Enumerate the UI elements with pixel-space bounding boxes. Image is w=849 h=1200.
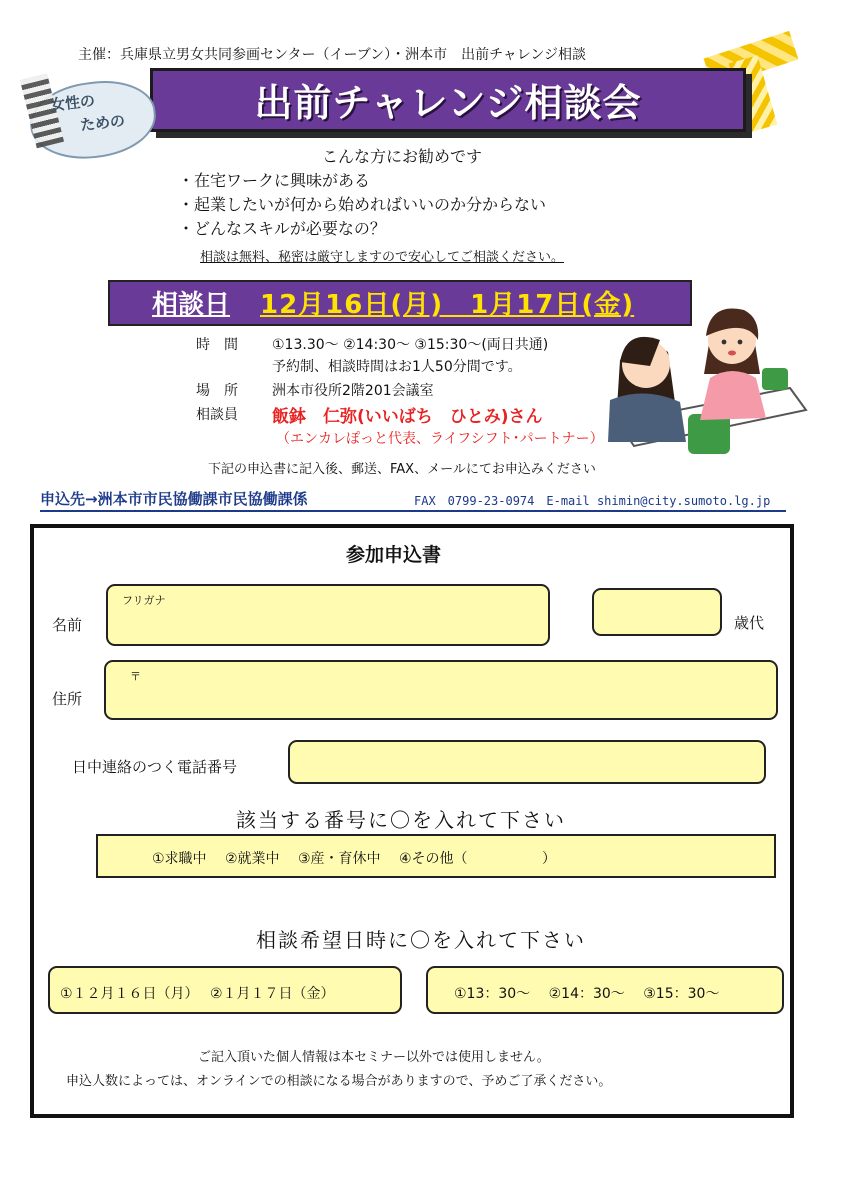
counselor-role: （エンカレぽっと代表、ライフシフト･パートナー） (276, 431, 604, 447)
online-footer: 申込人数によっては、オンラインでの相談になる場合がありますので、予めご了承ください。 (66, 1074, 612, 1089)
badge-line-2: ための (79, 111, 126, 135)
furigana-label: フリガナ (122, 594, 166, 607)
bullet-item: ・どんなスキルが必要なの？ (178, 219, 386, 238)
date-label: 相談日 (152, 290, 231, 320)
apply-contact: FAX 0799-23-0974 E-mail shimin@city.sumoto.lg.jp (414, 494, 771, 508)
page-title: 出前チャレンジ相談会 (254, 81, 642, 125)
address-field[interactable] (104, 660, 778, 720)
bullet-item: ・起業したいが何から始めればいいのか分からない (178, 195, 547, 214)
age-suffix: 歳代 (734, 614, 765, 632)
badge-line-1: 女性の (49, 91, 96, 115)
time-value: ①13.30～ ②14:30～ ③15:30～(両日共通) (272, 337, 549, 353)
address-label: 住所 (52, 690, 83, 708)
apply-instruction: 下記の申込書に記入後、郵送、FAX、メールにてお申込みください (208, 462, 596, 477)
status-options: ①求職中 ②就業中 ③産・育休中 ④その他（ ） (152, 851, 557, 867)
time-note: 予約制、相談時間はお1人50分間です。 (272, 359, 522, 375)
status-heading: 該当する番号に〇を入れて下さい (236, 808, 566, 832)
phone-label: 日中連絡のつく電話番号 (72, 758, 238, 776)
date-options: ①１２月１６日（月） ②１月１７日（金） (60, 986, 335, 1002)
place-value: 洲本市役所2階201会議室 (272, 383, 434, 399)
privacy-footer: ご記入頂いた個人情報は本セミナー以外では使用しません。 (198, 1050, 550, 1065)
phone-field[interactable] (288, 740, 766, 784)
destination-underline (40, 510, 786, 512)
name-field[interactable] (106, 584, 550, 646)
apply-destination: 申込先→洲本市市民協働課市民協働課係 (40, 490, 308, 508)
postal-mark: 〒 (130, 670, 141, 683)
recommend-heading: こんな方にお勧めです (322, 147, 483, 166)
name-label: 名前 (52, 616, 83, 634)
counselor-name: 飯鉢 仁弥(いいばち ひとみ)さん (272, 407, 543, 427)
consultation-illustration-icon (600, 290, 810, 460)
time-label: 時 間 (196, 337, 238, 353)
privacy-note: 相談は無料、秘密は厳守しますので安心してご相談ください。 (200, 250, 565, 265)
place-label: 場 所 (196, 383, 238, 399)
bullet-item: ・在宅ワークに興味がある (178, 171, 371, 190)
age-field[interactable] (592, 588, 722, 636)
date-value: 12月16日(月) 1月17日(金) (260, 290, 635, 320)
organizer-text: 主催：兵庫県立男女共同参画センター（イーブン）・洲本市 出前チャレンジ相談 (78, 47, 587, 63)
counselor-label: 相談員 (196, 407, 238, 423)
time-options: ①13：30～ ②14：30～ ③15：30～ (454, 986, 720, 1002)
date-heading: 相談希望日時に〇を入れて下さい (256, 928, 586, 952)
form-title: 参加申込書 (346, 544, 442, 566)
